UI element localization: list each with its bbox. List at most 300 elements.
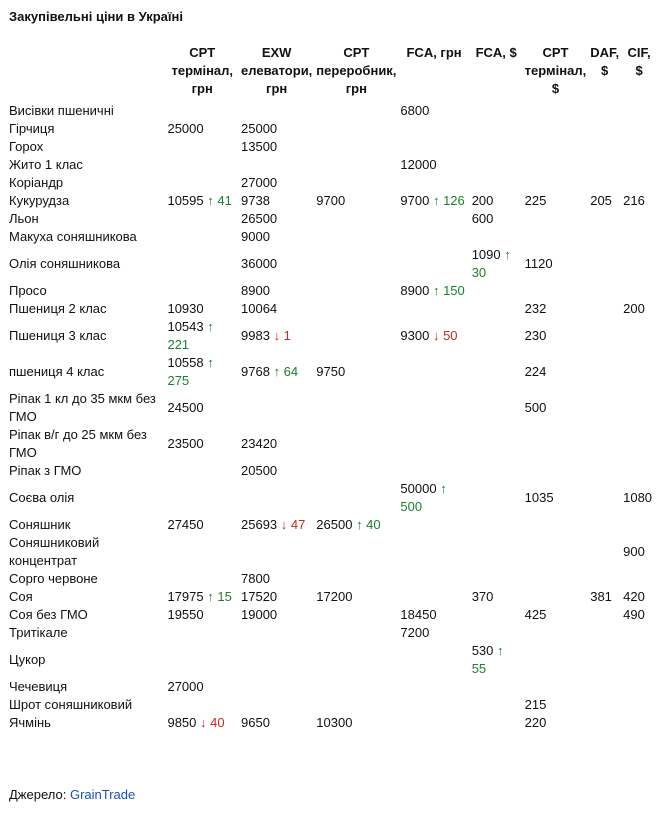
prices-table xyxy=(6,44,657,732)
table-row xyxy=(6,318,657,354)
price-cell xyxy=(470,462,523,480)
price-cell xyxy=(523,120,589,138)
table-row xyxy=(6,534,657,570)
price-cell xyxy=(470,624,523,642)
price-cell: 220 xyxy=(524,715,547,730)
price-cell xyxy=(523,570,589,588)
page-title: Закупівельні ціни в Україні xyxy=(9,9,184,24)
price-cell xyxy=(621,228,657,246)
price-cell xyxy=(470,570,523,588)
table-row xyxy=(6,354,657,390)
price-cell xyxy=(523,228,589,246)
price-cell xyxy=(621,462,657,480)
price-cell xyxy=(523,156,589,174)
price-cell xyxy=(165,696,239,714)
price-cell xyxy=(314,138,398,156)
price-cell: 19550 xyxy=(167,607,204,622)
price-cell xyxy=(239,642,314,678)
product-name: Ріпак з ГМО xyxy=(9,463,82,478)
price-cell xyxy=(165,282,239,300)
price-cell xyxy=(398,210,469,228)
price-cell xyxy=(314,624,398,642)
product-name: Сорго червоне xyxy=(9,571,98,586)
price-cell: 26500 xyxy=(241,211,278,226)
price-cell xyxy=(165,156,239,174)
price-cell xyxy=(621,678,657,696)
table-row xyxy=(6,426,657,462)
price-cell: 200 xyxy=(471,193,494,208)
product-name: Соя xyxy=(9,589,33,604)
product-name: Жито 1 клас xyxy=(9,157,83,172)
table-row xyxy=(6,624,657,642)
price-cell: 10930 xyxy=(167,301,204,316)
product-name: Кукурудза xyxy=(9,193,70,208)
price-cell xyxy=(588,156,621,174)
price-cell xyxy=(314,120,398,138)
product-name: Соняшниковий концентрат xyxy=(9,535,100,568)
price-cell xyxy=(314,462,398,480)
price-cell xyxy=(621,624,657,642)
table-row xyxy=(6,714,657,732)
product-name: Соєва олія xyxy=(9,490,75,505)
price-cell: 1080 xyxy=(623,490,653,505)
price-cell xyxy=(314,642,398,678)
price-change-up: ↑ 40 xyxy=(356,517,381,532)
price-cell xyxy=(239,354,314,390)
price-change-down: ↓ 1 xyxy=(273,328,291,343)
price-value: 8900 xyxy=(400,283,433,298)
price-value: 10595 xyxy=(167,193,208,208)
price-cell: 205 xyxy=(590,193,612,208)
price-cell xyxy=(588,354,621,390)
price-cell xyxy=(314,318,398,354)
table-row xyxy=(6,606,657,624)
table-row xyxy=(6,246,657,282)
product-name: Чечевиця xyxy=(9,679,68,694)
price-cell xyxy=(621,714,657,732)
price-cell xyxy=(165,246,239,282)
price-cell xyxy=(239,102,314,120)
product-name: Соняшник xyxy=(9,517,71,532)
price-cell: 9750 xyxy=(316,364,346,379)
price-cell xyxy=(398,120,469,138)
table-row xyxy=(6,480,657,516)
price-cell xyxy=(621,354,657,390)
price-cell xyxy=(470,102,523,120)
price-value: 10558 xyxy=(167,355,208,370)
price-cell xyxy=(314,606,398,624)
price-cell xyxy=(470,714,523,732)
price-cell xyxy=(398,516,469,534)
price-cell: 9738 xyxy=(241,193,270,208)
price-cell xyxy=(621,246,657,282)
table-row xyxy=(6,696,657,714)
price-cell xyxy=(523,102,589,120)
table-row xyxy=(6,156,657,174)
price-cell xyxy=(239,678,314,696)
price-cell xyxy=(523,624,589,642)
price-cell xyxy=(314,246,398,282)
price-cell xyxy=(470,696,523,714)
price-cell xyxy=(621,210,657,228)
price-cell xyxy=(588,696,621,714)
price-cell xyxy=(621,570,657,588)
price-cell xyxy=(523,534,589,570)
price-value: 530 xyxy=(471,643,498,658)
price-cell: 10300 xyxy=(316,715,353,730)
price-cell xyxy=(165,534,239,570)
price-cell: 36000 xyxy=(241,256,278,271)
price-cell xyxy=(398,246,469,282)
price-cell xyxy=(588,174,621,192)
price-cell: 10064 xyxy=(241,301,278,316)
product-name: Тритікале xyxy=(9,625,68,640)
price-change-up: ↑ 126 xyxy=(432,193,465,208)
price-cell xyxy=(239,534,314,570)
price-cell xyxy=(523,210,589,228)
price-cell xyxy=(314,678,398,696)
price-cell: 6800 xyxy=(400,103,430,118)
price-cell xyxy=(621,102,657,120)
price-cell xyxy=(588,390,621,426)
price-cell xyxy=(398,192,469,210)
price-cell: 900 xyxy=(623,544,645,559)
price-value: 9300 xyxy=(400,328,433,343)
price-cell: 225 xyxy=(524,193,547,208)
price-cell xyxy=(470,282,523,300)
price-cell xyxy=(470,516,523,534)
price-cell: 27000 xyxy=(167,679,204,694)
price-value: 9983 xyxy=(241,328,274,343)
product-name: Висівки пшеничні xyxy=(9,103,114,118)
price-cell xyxy=(398,390,469,426)
price-cell xyxy=(621,516,657,534)
price-cell xyxy=(398,678,469,696)
table-row xyxy=(6,642,657,678)
price-change-up: ↑ 500 xyxy=(400,481,447,514)
price-cell xyxy=(470,426,523,462)
price-cell xyxy=(621,138,657,156)
price-cell xyxy=(588,138,621,156)
column-header: FCA, $ xyxy=(475,45,517,60)
price-cell xyxy=(588,318,621,354)
price-cell xyxy=(165,174,239,192)
price-cell xyxy=(588,606,621,624)
price-cell xyxy=(314,300,398,318)
price-cell xyxy=(398,588,469,606)
product-name: Соя без ГМО xyxy=(9,607,88,622)
price-cell xyxy=(470,228,523,246)
price-cell xyxy=(588,480,621,516)
price-cell: 216 xyxy=(623,193,645,208)
product-name: Ріпак в/г до 25 мкм без ГМО xyxy=(9,427,147,460)
price-value: 17975 xyxy=(167,589,208,604)
column-header: EXW елеватори, грн xyxy=(241,45,313,96)
price-cell: 600 xyxy=(471,211,494,226)
price-cell xyxy=(621,156,657,174)
product-name: Гірчиця xyxy=(9,121,55,136)
price-cell: 232 xyxy=(524,301,547,316)
price-cell: 500 xyxy=(524,400,547,415)
table-row xyxy=(6,678,657,696)
price-cell xyxy=(165,102,239,120)
price-cell xyxy=(588,534,621,570)
price-cell xyxy=(523,282,589,300)
price-cell: 1120 xyxy=(524,256,553,271)
price-cell: 13500 xyxy=(241,139,278,154)
price-change-up: ↑ 64 xyxy=(273,364,299,379)
price-cell: 7800 xyxy=(241,571,270,586)
price-cell xyxy=(621,318,657,354)
product-name: Макуха соняшникова xyxy=(9,229,137,244)
price-cell: 17520 xyxy=(241,589,278,604)
price-cell xyxy=(314,480,398,516)
price-cell xyxy=(398,318,469,354)
price-cell xyxy=(398,570,469,588)
column-header: DAF, $ xyxy=(590,45,620,78)
source-line xyxy=(9,787,135,802)
price-cell xyxy=(523,588,589,606)
source-label: Джерело: xyxy=(9,787,67,802)
table-row xyxy=(6,570,657,588)
price-cell xyxy=(314,282,398,300)
price-cell xyxy=(523,426,589,462)
price-cell: 25000 xyxy=(241,121,278,136)
price-cell xyxy=(470,300,523,318)
price-cell: 7200 xyxy=(400,625,430,640)
column-header: CIF, $ xyxy=(627,45,651,78)
price-value: 25693 xyxy=(241,517,281,532)
price-cell xyxy=(314,156,398,174)
price-cell xyxy=(314,696,398,714)
price-cell: 25000 xyxy=(167,121,204,136)
price-cell xyxy=(239,480,314,516)
price-cell xyxy=(314,174,398,192)
price-cell: 23420 xyxy=(241,436,278,451)
price-cell xyxy=(470,156,523,174)
table-row xyxy=(6,138,657,156)
price-change-up: ↑ 15 xyxy=(207,589,232,604)
table-row xyxy=(6,120,657,138)
price-cell xyxy=(621,282,657,300)
table-row xyxy=(6,588,657,606)
price-cell: 230 xyxy=(524,328,547,343)
price-cell: 215 xyxy=(524,697,547,712)
price-cell xyxy=(588,102,621,120)
price-cell xyxy=(398,426,469,462)
price-change-up: ↑ 30 xyxy=(471,247,511,280)
price-cell xyxy=(398,228,469,246)
table-body xyxy=(6,102,657,732)
price-cell: 27450 xyxy=(167,517,204,532)
price-change-up: ↑ 150 xyxy=(432,283,465,298)
price-cell xyxy=(398,714,469,732)
price-cell: 1035 xyxy=(524,490,554,505)
price-cell xyxy=(588,282,621,300)
price-cell xyxy=(398,480,469,516)
table-row xyxy=(6,300,657,318)
price-cell: 23500 xyxy=(167,436,204,451)
price-cell: 8900 xyxy=(241,283,270,298)
price-value: 9850 xyxy=(167,715,201,730)
price-cell xyxy=(588,462,621,480)
price-change-down: ↓ 50 xyxy=(432,328,458,343)
price-value: 10543 xyxy=(167,319,208,334)
price-cell xyxy=(523,678,589,696)
price-cell xyxy=(470,318,523,354)
price-cell: 200 xyxy=(623,301,645,316)
price-cell xyxy=(165,210,239,228)
table-row xyxy=(6,282,657,300)
price-cell: 381 xyxy=(590,589,612,604)
price-cell xyxy=(588,624,621,642)
price-cell xyxy=(314,210,398,228)
price-cell xyxy=(239,318,314,354)
price-change-down: ↓ 40 xyxy=(200,715,225,730)
price-change-up: ↑ 221 xyxy=(167,319,214,352)
table-row xyxy=(6,174,657,192)
price-cell xyxy=(314,570,398,588)
price-cell xyxy=(398,300,469,318)
price-cell xyxy=(165,624,239,642)
price-change-up: ↑ 55 xyxy=(471,643,504,676)
price-cell xyxy=(165,318,239,354)
price-cell xyxy=(588,570,621,588)
price-cell xyxy=(165,588,239,606)
price-cell xyxy=(470,174,523,192)
price-value: 50000 xyxy=(400,481,441,496)
price-cell xyxy=(588,678,621,696)
price-cell xyxy=(239,516,314,534)
table-row xyxy=(6,228,657,246)
price-cell xyxy=(588,228,621,246)
table-header-row xyxy=(6,44,657,102)
price-cell xyxy=(470,138,523,156)
price-cell: 24500 xyxy=(167,400,204,415)
price-cell xyxy=(470,678,523,696)
price-cell xyxy=(588,300,621,318)
price-cell xyxy=(165,138,239,156)
price-cell xyxy=(398,462,469,480)
price-cell xyxy=(314,426,398,462)
product-name: Горох xyxy=(9,139,44,154)
product-name: Пшениця 3 клас xyxy=(9,328,107,343)
price-cell: 9700 xyxy=(316,193,346,208)
price-cell xyxy=(165,354,239,390)
product-name: Ячмінь xyxy=(9,715,51,730)
product-name: Льон xyxy=(9,211,39,226)
price-cell xyxy=(588,426,621,462)
price-cell xyxy=(523,516,589,534)
price-cell xyxy=(398,138,469,156)
price-cell xyxy=(621,426,657,462)
column-header: CPT переробник, грн xyxy=(316,45,397,96)
price-cell xyxy=(470,390,523,426)
table-row xyxy=(6,516,657,534)
price-cell xyxy=(470,480,523,516)
column-header xyxy=(6,44,165,102)
price-cell xyxy=(588,246,621,282)
price-change-down: ↓ 47 xyxy=(280,517,306,532)
price-cell: 18450 xyxy=(400,607,437,622)
price-change-up: ↑ 275 xyxy=(167,355,214,388)
table-row xyxy=(6,390,657,426)
price-cell xyxy=(398,534,469,570)
price-cell xyxy=(398,354,469,390)
product-name: Ріпак 1 кл до 35 мкм без ГМО xyxy=(9,391,156,424)
column-header: CPT термінал, $ xyxy=(524,45,587,96)
price-cell xyxy=(588,516,621,534)
price-cell: 370 xyxy=(471,589,494,604)
product-name: Олія соняшникова xyxy=(9,256,121,271)
price-cell: 490 xyxy=(623,607,645,622)
product-name: Коріандр xyxy=(9,175,64,190)
price-value: 9700 xyxy=(400,193,433,208)
table-row xyxy=(6,192,657,210)
price-cell xyxy=(470,354,523,390)
price-cell xyxy=(239,624,314,642)
price-cell xyxy=(398,174,469,192)
product-name: Просо xyxy=(9,283,47,298)
price-value: 1090 xyxy=(471,247,505,262)
price-cell xyxy=(621,174,657,192)
product-name: Цукор xyxy=(9,652,46,667)
product-name: Пшениця 2 клас xyxy=(9,301,107,316)
price-cell: 12000 xyxy=(400,157,437,172)
price-cell: 9000 xyxy=(241,229,270,244)
price-cell xyxy=(621,642,657,678)
price-cell: 19000 xyxy=(241,607,278,622)
price-cell xyxy=(470,606,523,624)
price-cell xyxy=(470,246,523,282)
price-cell xyxy=(165,462,239,480)
price-cell xyxy=(239,696,314,714)
price-cell: 9650 xyxy=(241,715,270,730)
source-link[interactable]: GrainTrade xyxy=(69,787,136,802)
price-cell xyxy=(523,462,589,480)
price-cell xyxy=(588,642,621,678)
price-cell xyxy=(398,282,469,300)
price-cell xyxy=(470,642,523,678)
column-header: CPT термінал, грн xyxy=(171,45,234,96)
price-cell xyxy=(621,696,657,714)
price-cell xyxy=(621,390,657,426)
column-header: FCA, грн xyxy=(406,45,462,60)
price-cell xyxy=(398,642,469,678)
product-name: Шрот соняшниковий xyxy=(9,697,133,712)
price-cell xyxy=(165,228,239,246)
price-cell xyxy=(470,534,523,570)
price-cell xyxy=(314,102,398,120)
price-cell xyxy=(588,120,621,138)
price-cell xyxy=(239,390,314,426)
price-value: 9768 xyxy=(241,364,274,379)
price-cell: 20500 xyxy=(241,463,278,478)
price-cell xyxy=(621,120,657,138)
price-cell xyxy=(165,480,239,516)
table-row xyxy=(6,102,657,120)
price-value: 26500 xyxy=(316,517,357,532)
price-cell xyxy=(588,714,621,732)
price-cell: 27000 xyxy=(241,175,278,190)
price-cell xyxy=(314,516,398,534)
price-cell: 425 xyxy=(524,607,547,622)
price-cell: 224 xyxy=(524,364,547,379)
price-cell xyxy=(314,534,398,570)
price-cell: 17200 xyxy=(316,589,353,604)
price-cell: 420 xyxy=(623,589,645,604)
price-cell xyxy=(165,192,239,210)
